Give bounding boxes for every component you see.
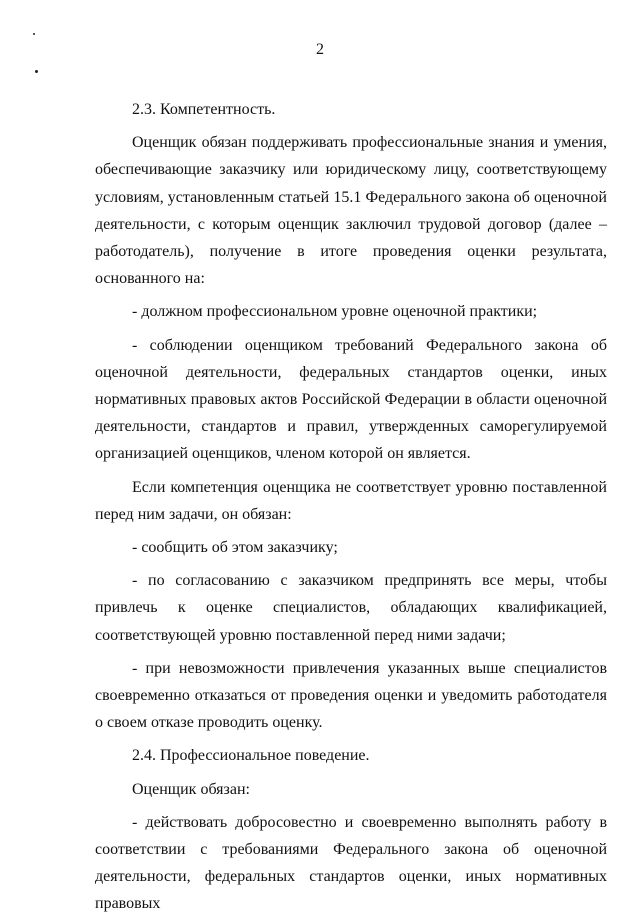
section-heading-2-4: 2.4. Профессиональное поведение. (132, 747, 370, 765)
list-item: - при невозможности привлечения указанных выше специалистов своевременно отказаться от проведения оценки и уведомить работодателя о своем отказе проводить оценку. (95, 659, 607, 732)
page-number: 2 (316, 41, 324, 58)
scan-speck (33, 33, 35, 35)
list-item: - сообщить об этом заказчику; (132, 539, 338, 557)
document-body (95, 96, 607, 918)
paragraph: Оценщик обязан: (132, 780, 250, 798)
section-heading-2-3: 2.3. Компетентность. (132, 101, 276, 118)
scan-speck (35, 70, 38, 73)
list-item: - должном профессиональном уровне оценочной практики; (132, 303, 538, 321)
list-item: - действовать добросовестно и своевременно выполнять работу в соответствии с требованиями Федерального закона об оценочной деятельности, федеральных стандартов оценки, иных нормативных правовых (95, 813, 607, 913)
paragraph: Оценщик обязан поддерживать профессиональные знания и умения, обеспечивающие заказчику или юридическому лицу, соответствующему условиям, установленным статьей 15.1 Федерального закона об оценочной деятельности, с которым оценщик заключил трудовой договор (далее – работодатель), получение в итоге проведения оценки результата, основанного на: (95, 134, 607, 288)
list-item: - по согласованию с заказчиком предпринять все меры, чтобы привлечь к оценке специалистов, обладающих квалификацией, соответствующей уровню поставленной перед ними задачи; (95, 572, 607, 644)
paragraph: Если компетенция оценщика не соответствует уровню поставленной перед ним задачи, он обязан: (95, 478, 607, 523)
list-item: - соблюдении оценщиком требований Федерального закона об оценочной деятельности, федеральных стандартов оценки, иных нормативных правовых актов Российской Федерации в области оценочной деятельности, стандартов и правил, утвержденных саморегулируемой организацией оценщиков, членом которой он является. (95, 336, 607, 463)
